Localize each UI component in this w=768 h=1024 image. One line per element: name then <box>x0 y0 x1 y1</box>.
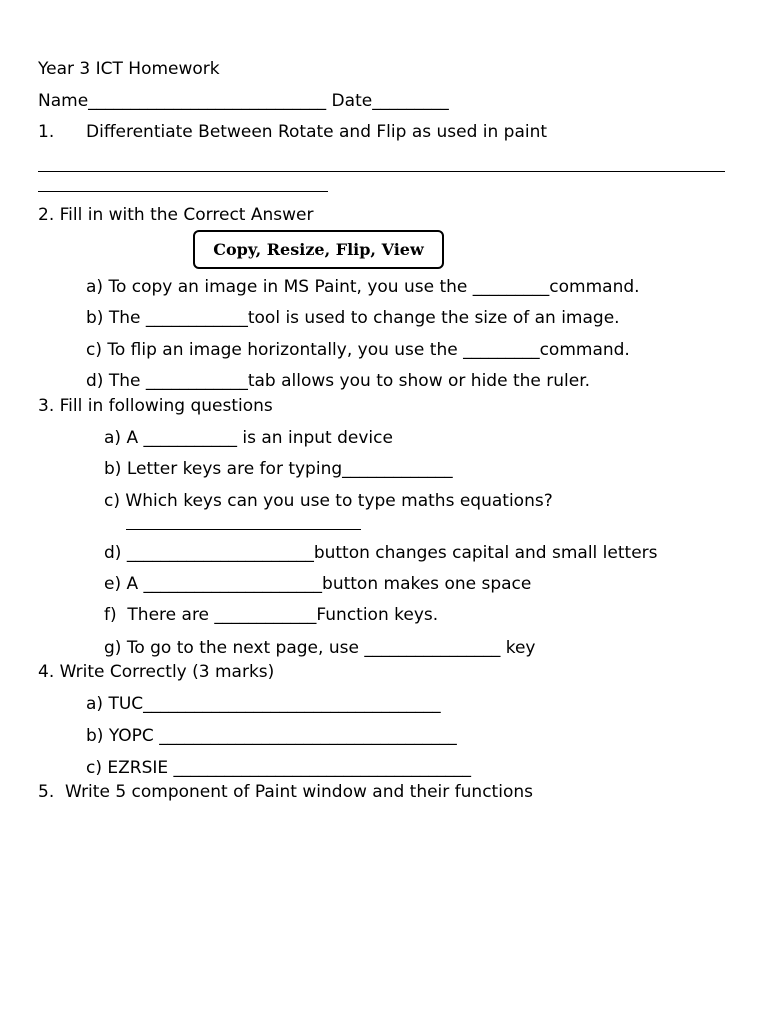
question-2-item: c) To flip an image horizontally, you use the _________command. <box>86 340 630 360</box>
name-date-line: Name____________________________ Date_________ <box>38 91 449 111</box>
question-4-item: c) EZRSIE ___________________________________ <box>86 758 472 778</box>
question-3-item: c) Which keys can you use to type maths equations? <box>104 491 553 511</box>
page-title: Year 3 ICT Homework <box>38 59 220 79</box>
question-4-heading: 4. Write Correctly (3 marks) <box>38 662 275 682</box>
answer-line <box>38 171 725 172</box>
question-1-text: Differentiate Between Rotate and Flip as used in paint <box>86 122 548 142</box>
question-5-heading: 5. Write 5 component of Paint window and their functions <box>38 782 533 802</box>
question-4-item: a) TUC___________________________________ <box>86 694 441 714</box>
word-bank-text: Copy, Resize, Flip, View <box>213 240 424 259</box>
question-3-item: f) There are ____________Function keys. <box>104 605 439 625</box>
question-2-item: d) The ____________tab allows you to show or hide the ruler. <box>86 371 591 391</box>
answer-line <box>38 191 328 192</box>
question-2-heading: 2. Fill in with the Correct Answer <box>38 205 314 225</box>
answer-line <box>126 529 361 530</box>
question-3-item: g) To go to the next page, use ________________ key <box>104 638 536 658</box>
question-3-item: e) A _____________________button makes one space <box>104 574 532 594</box>
question-3-item: d) ______________________button changes capital and small letters <box>104 543 658 563</box>
question-3-heading: 3. Fill in following questions <box>38 396 273 416</box>
question-3-item: b) Letter keys are for typing_____________ <box>104 459 453 479</box>
question-1-number: 1. <box>38 122 55 142</box>
question-2-item: b) The ____________tool is used to change the size of an image. <box>86 308 620 328</box>
question-4-item: b) YOPC ___________________________________ <box>86 726 457 746</box>
word-bank-box <box>193 230 444 269</box>
question-3-item: a) A ___________ is an input device <box>104 428 393 448</box>
question-2-item: a) To copy an image in MS Paint, you use the _________command. <box>86 277 640 297</box>
